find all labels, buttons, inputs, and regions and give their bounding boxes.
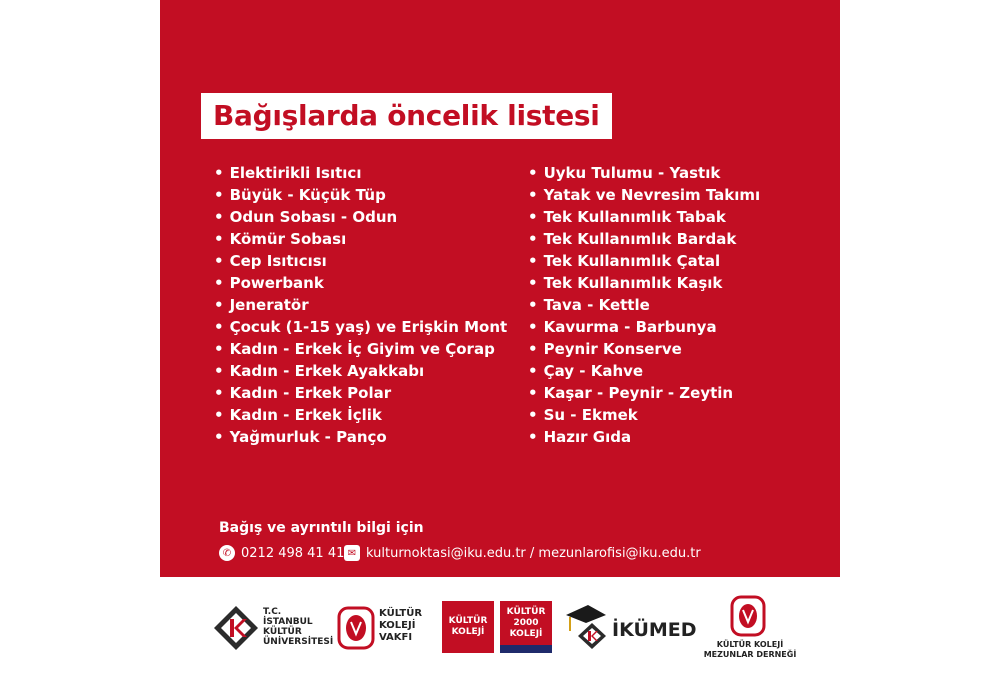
mezun-emblem-icon — [730, 595, 766, 637]
vakfi-line3: VAKFI — [379, 632, 413, 643]
iku-line2: KÜLTÜR — [263, 627, 302, 637]
list-item: • Tek Kullanımlık Çatal — [528, 250, 760, 272]
list-item: • Tek Kullanımlık Kaşık — [528, 272, 760, 294]
list-item: • Tava - Kettle — [528, 294, 760, 316]
email-address: kulturnoktasi@iku.edu.tr / mezunlarofisi@iku.edu.tr — [366, 545, 701, 561]
vakfi-line2: KOLEJİ — [379, 620, 416, 631]
kolej-line1: KÜLTÜR — [448, 616, 488, 626]
vakfi-line1: KÜLTÜR — [379, 608, 423, 619]
list-item: • Yatak ve Nevresim Takımı — [528, 184, 760, 206]
iku-logo — [213, 605, 333, 653]
mezun-line2: MEZUNLAR DERNEĞİ — [703, 650, 797, 659]
list-item: • Uyku Tulumu - Yastık — [528, 162, 760, 184]
list-item: • Kadın - Erkek İç Giyim ve Çorap — [214, 338, 507, 360]
graduation-cap-icon — [562, 601, 608, 651]
list-item: • Tek Kullanımlık Bardak — [528, 228, 760, 250]
list-item: • Su - Ekmek — [528, 404, 760, 426]
list-item: • Elektirikli Isıtıcı — [214, 162, 507, 184]
vakfi-emblem-icon — [337, 606, 375, 650]
iku-emblem-icon — [213, 605, 259, 651]
iku-line1: İSTANBUL — [263, 617, 313, 627]
list-item: • Çocuk (1-15 yaş) ve Erişkin Mont — [214, 316, 507, 338]
list-item: • Kaşar - Peynir - Zeytin — [528, 382, 760, 404]
list-item: • Kavurma - Barbunya — [528, 316, 760, 338]
email-icon: ✉ — [344, 545, 360, 561]
mezun-line1: KÜLTÜR KOLEJİ — [716, 640, 784, 649]
k2000-logo — [500, 601, 552, 653]
right-list — [528, 162, 760, 448]
phone-contact[interactable] — [219, 545, 344, 561]
list-item: • Hazır Gıda — [528, 426, 760, 448]
phone-icon: ✆ — [219, 545, 235, 561]
phone-number: 0212 498 41 41 — [241, 545, 345, 561]
list-item: • Büyük - Küçük Tüp — [214, 184, 507, 206]
list-item: • Tek Kullanımlık Tabak — [528, 206, 760, 228]
k2000-line2: 2000 — [513, 617, 539, 628]
left-list — [214, 162, 507, 448]
k2000-line3: KOLEJİ — [509, 628, 543, 639]
ikumed-text: İKÜMED — [612, 619, 697, 641]
mezun-logo — [700, 595, 800, 675]
list-item: • Odun Sobası - Odun — [214, 206, 507, 228]
list-item: • Çay - Kahve — [528, 360, 760, 382]
list-item: • Yağmurluk - Panço — [214, 426, 507, 448]
page-title: Bağışlarda öncelik listesi — [201, 93, 612, 139]
list-item: • Kadın - Erkek Ayakkabı — [214, 360, 507, 382]
list-item: • Powerbank — [214, 272, 507, 294]
list-item: • Cep Isıtıcısı — [214, 250, 507, 272]
iku-line3: ÜNİVERSİTESİ — [263, 637, 334, 647]
logo-strip — [0, 577, 1000, 680]
vakfi-logo — [337, 602, 437, 657]
list-item: • Kömür Sobası — [214, 228, 507, 250]
list-item: • Kadın - Erkek İçlik — [214, 404, 507, 426]
ikumed-logo — [562, 601, 702, 655]
iku-tc: T.C. — [263, 607, 282, 617]
k2000-stripe — [500, 645, 552, 653]
list-item: • Jeneratör — [214, 294, 507, 316]
info-heading: Bağış ve ayrıntılı bilgi için — [219, 520, 424, 536]
list-item: • Peynir Konserve — [528, 338, 760, 360]
k2000-box — [500, 601, 552, 645]
k2000-line1: KÜLTÜR — [506, 606, 546, 617]
email-contact[interactable] — [344, 545, 701, 561]
kolej-line2: KOLEJİ — [451, 627, 485, 637]
list-item: • Kadın - Erkek Polar — [214, 382, 507, 404]
kolej-logo — [442, 601, 494, 653]
